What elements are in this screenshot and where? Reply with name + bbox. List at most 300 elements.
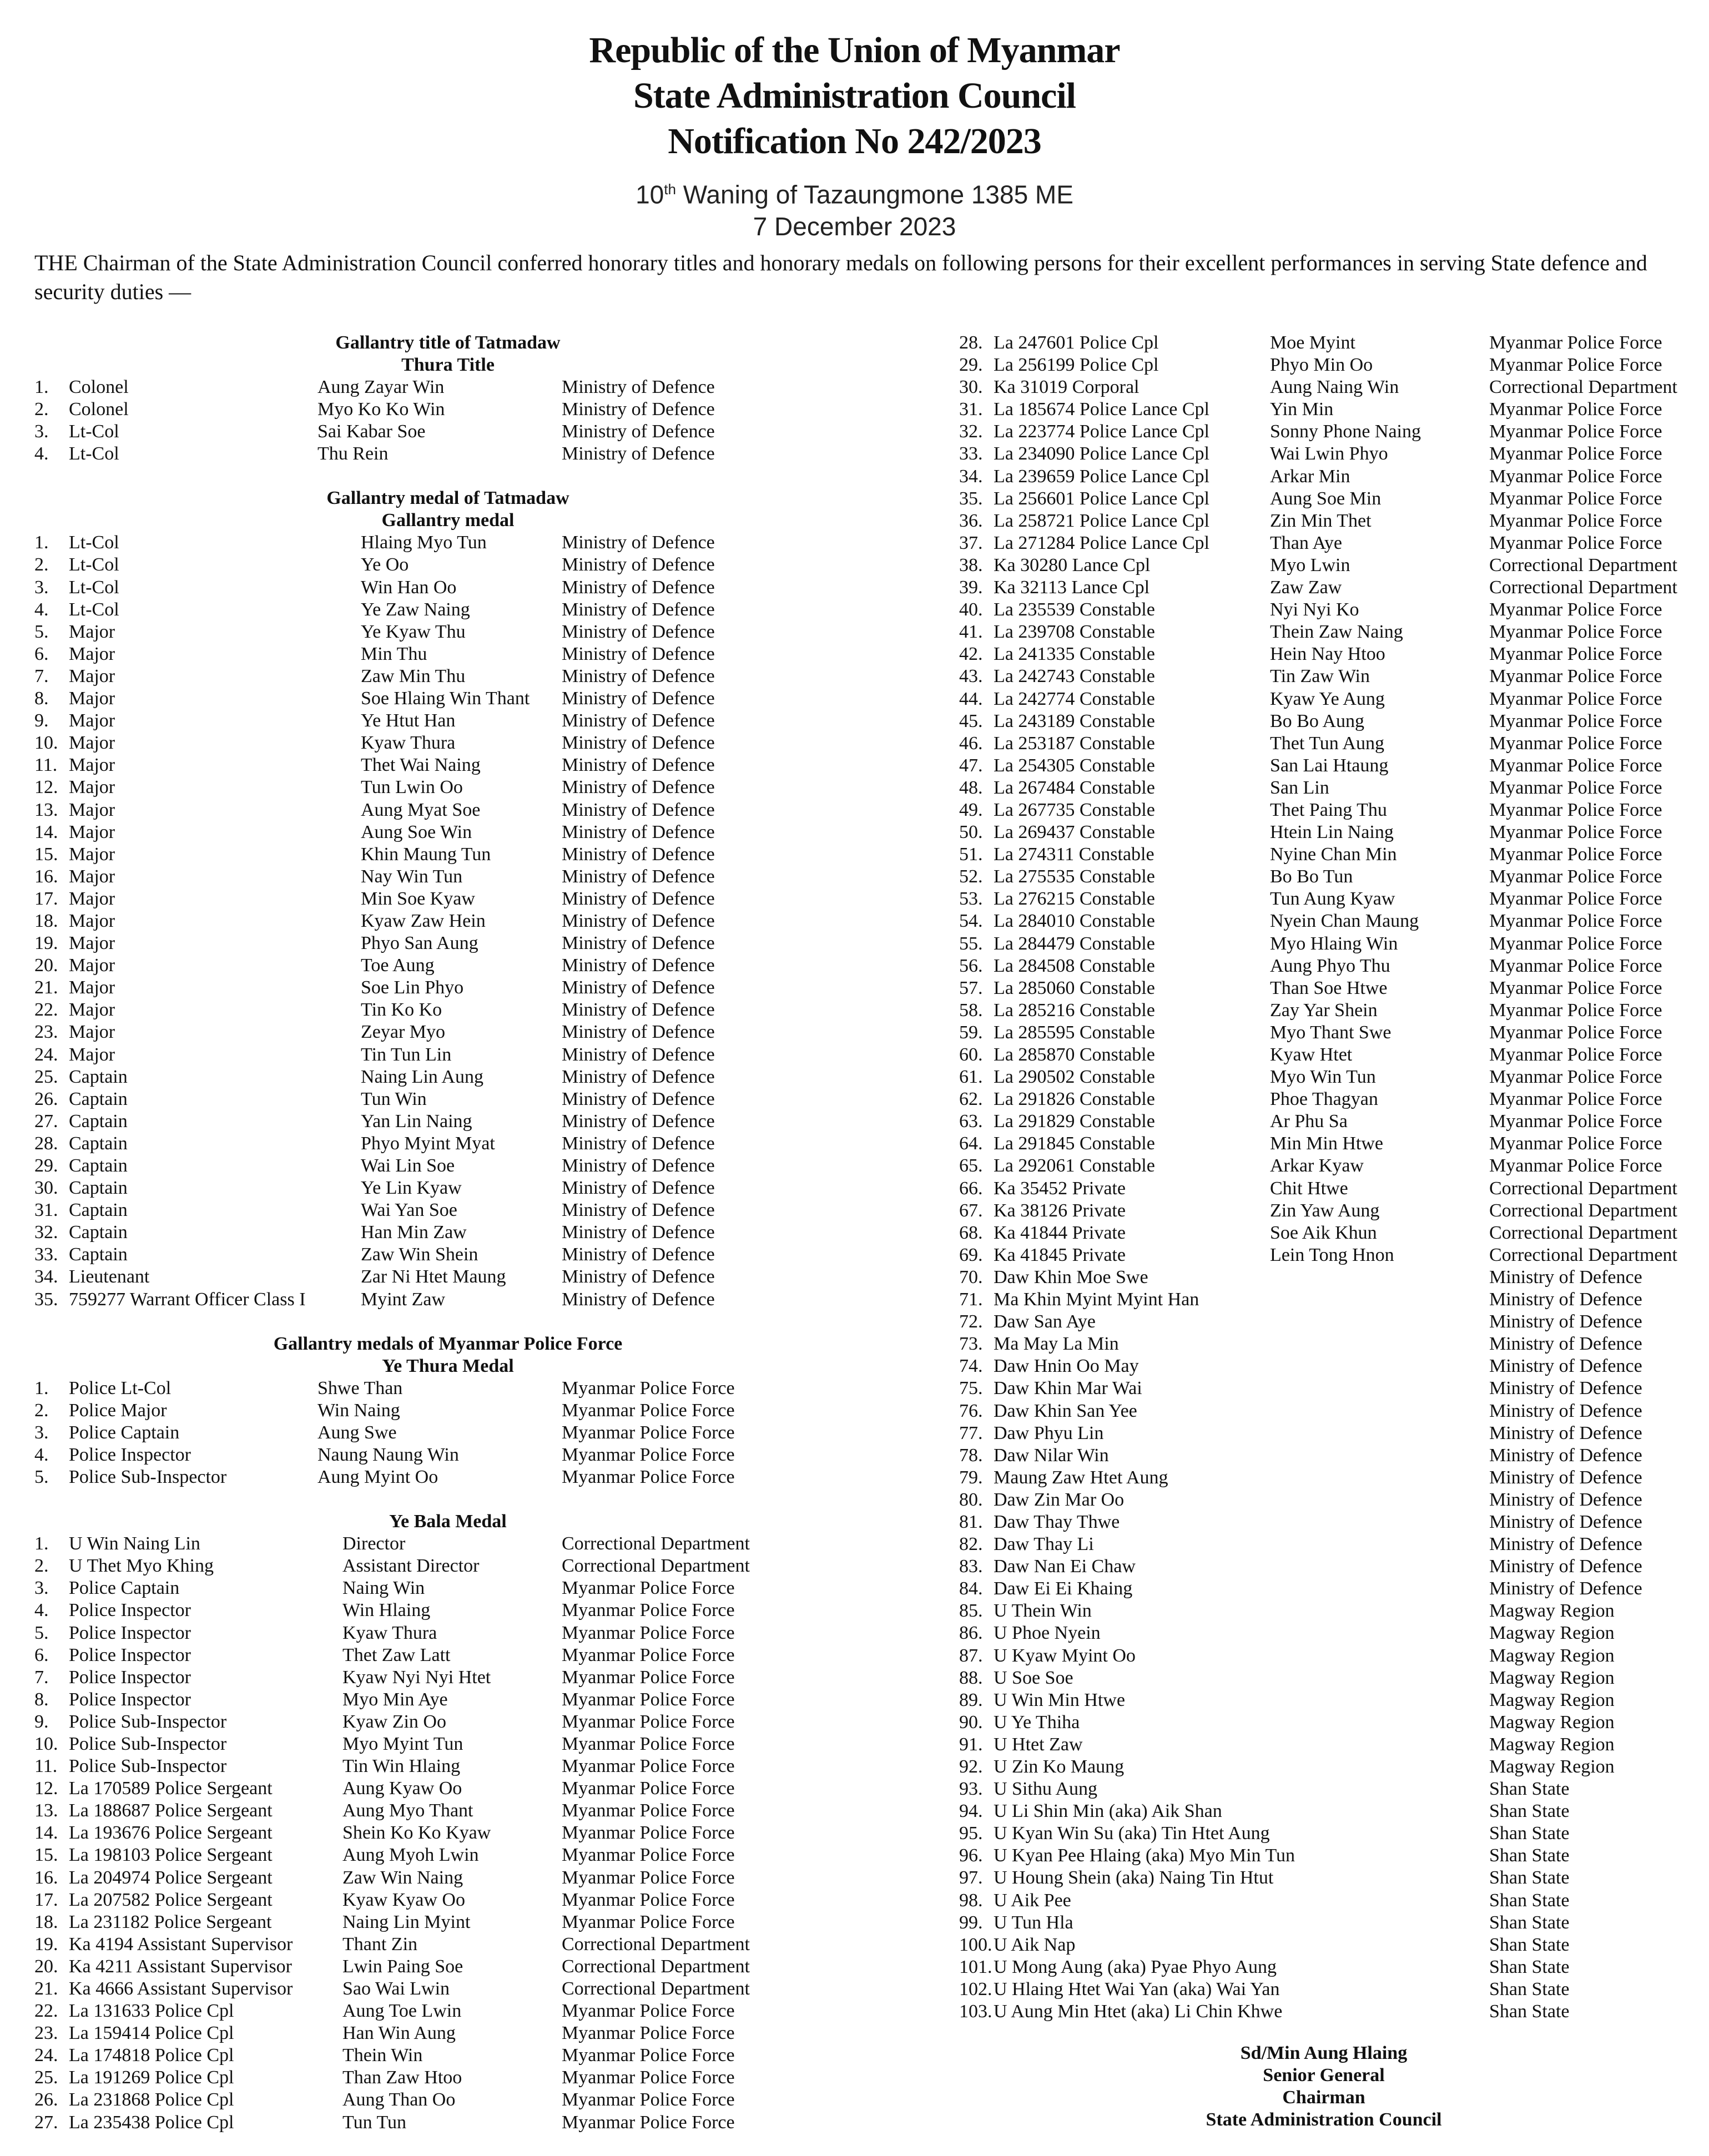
item-name: Naing Lin Aung xyxy=(361,1066,483,1087)
notification-number: Notification No 242/2023 xyxy=(668,121,1041,161)
item-department: Myanmar Police Force xyxy=(562,1711,735,1732)
item-name: Aung Myat Soe xyxy=(361,799,481,820)
item-department: Ministry of Defence xyxy=(1489,1311,1642,1332)
item-department: Ministry of Defence xyxy=(562,1133,715,1154)
item-rank: Lt-Col xyxy=(69,532,119,553)
item-number: 97. xyxy=(959,1867,983,1889)
item-number: 25. xyxy=(34,2067,58,2088)
item-number: 44. xyxy=(959,688,983,709)
list-item xyxy=(959,443,1681,465)
item-department: Ministry of Defence xyxy=(1489,1378,1642,1399)
item-department: Myanmar Police Force xyxy=(1489,799,1662,820)
item-department: Myanmar Police Force xyxy=(1489,688,1662,709)
date-day: 10 xyxy=(636,180,664,209)
item-name: Aung Soe Win xyxy=(361,821,472,842)
item-rank: Police Inspector xyxy=(69,1444,191,1465)
item-number: 13. xyxy=(34,799,58,820)
item-name: Zay Yar Shein xyxy=(1270,999,1378,1021)
item-department: Myanmar Police Force xyxy=(1489,532,1662,553)
item-number: 18. xyxy=(34,910,58,931)
list-item xyxy=(959,866,1681,888)
item-rank: Major xyxy=(69,1044,115,1065)
item-rank: Lt-Col xyxy=(69,421,119,442)
item-rank: Police Inspector xyxy=(69,1644,191,1665)
item-number: 33. xyxy=(34,1244,58,1265)
item-number: 1. xyxy=(34,1533,49,1554)
item-department: Myanmar Police Force xyxy=(1489,1067,1662,1088)
item-number: 28. xyxy=(34,1133,58,1154)
item-rank: Major xyxy=(69,866,115,887)
item-name: Myo Ko Ko Win xyxy=(317,399,445,420)
item-department: Myanmar Police Force xyxy=(1489,866,1662,887)
item-department: Ministry of Defence xyxy=(562,977,715,998)
item-number: 2. xyxy=(34,1556,49,1577)
item-name: Aung Soe Min xyxy=(1270,488,1382,509)
item-name: Aung Myoh Lwin xyxy=(342,1845,479,1866)
item-department: Myanmar Police Force xyxy=(562,2112,735,2133)
item-department: Myanmar Police Force xyxy=(1489,1089,1662,1110)
item-department: Myanmar Police Force xyxy=(1489,710,1662,731)
item-name: Soe Hlaing Win Thant xyxy=(361,688,530,709)
item-name: Han Min Zaw xyxy=(361,1222,467,1243)
list-item xyxy=(959,799,1681,821)
item-rank: Lt-Col xyxy=(69,443,119,464)
item-number: 18. xyxy=(34,1911,58,1932)
list-item xyxy=(34,1021,861,1043)
list-item xyxy=(34,1644,861,1667)
list-item xyxy=(959,999,1681,1022)
list-item xyxy=(959,1244,1681,1266)
item-name: Ye Lin Kyaw xyxy=(361,1178,462,1199)
item-department: Ministry of Defence xyxy=(1489,1400,1642,1421)
item-name: Zaw Win Naing xyxy=(342,1867,463,1888)
list-item xyxy=(959,1266,1681,1289)
item-rank: La 284010 Constable xyxy=(994,911,1155,932)
item-number: 28. xyxy=(959,332,983,353)
item-department: Correctional Department xyxy=(1489,554,1677,575)
item-rank: La 256199 Police Cpl xyxy=(994,355,1159,376)
item-rank: Captain xyxy=(69,1244,128,1265)
item-number: 17. xyxy=(34,888,58,909)
list-item xyxy=(34,2067,861,2089)
item-rank: Police Inspector xyxy=(69,1622,191,1643)
item-department: Correctional Department xyxy=(1489,1178,1677,1199)
item-name: Thant Zin xyxy=(342,1933,418,1955)
item-department: Ministry of Defence xyxy=(562,733,715,754)
item-rank: Daw Zin Mar Oo xyxy=(994,1489,1125,1510)
item-number: 1. xyxy=(34,377,49,397)
item-rank: Major xyxy=(69,821,115,842)
item-department: Ministry of Defence xyxy=(562,554,715,575)
item-name: Myo Min Aye xyxy=(342,1689,448,1710)
item-name: Sai Kabar Soe xyxy=(317,421,426,442)
item-department: Correctional Department xyxy=(562,1556,750,1577)
list-item xyxy=(959,1110,1681,1133)
section-heading: Ye Bala Medal xyxy=(389,1511,507,1532)
item-name: Myo Win Tun xyxy=(1270,1067,1376,1088)
list-item xyxy=(959,777,1681,799)
item-number: 56. xyxy=(959,955,983,976)
item-rank: U Li Shin Min (aka) Aik Shan xyxy=(994,1801,1222,1822)
item-number: 79. xyxy=(959,1467,983,1488)
item-name: Nyine Chan Min xyxy=(1270,844,1397,865)
item-rank: U Kyan Pee Hlaing (aka) Myo Min Tun xyxy=(994,1845,1295,1866)
item-number: 2. xyxy=(34,399,49,420)
item-department: Shan State xyxy=(1489,1801,1570,1822)
left-column xyxy=(34,332,861,2156)
item-department: Myanmar Police Force xyxy=(562,1911,735,1932)
item-number: 45. xyxy=(959,710,983,731)
item-number: 27. xyxy=(34,1110,58,1132)
item-name: Kyaw Thura xyxy=(361,733,456,754)
list-item xyxy=(34,844,861,866)
item-rank: La 239659 Police Lance Cpl xyxy=(994,466,1210,487)
item-number: 16. xyxy=(34,866,58,887)
item-department: Myanmar Police Force xyxy=(562,1667,735,1688)
item-number: 29. xyxy=(34,1155,58,1176)
item-name: Zaw Win Shein xyxy=(361,1244,478,1265)
item-number: 23. xyxy=(34,1022,58,1043)
item-name: Thet Zaw Latt xyxy=(342,1644,451,1665)
item-rank: La 285216 Constable xyxy=(994,999,1155,1021)
item-number: 76. xyxy=(959,1400,983,1421)
item-department: Ministry of Defence xyxy=(1489,1467,1642,1488)
item-rank: La 242774 Constable xyxy=(994,688,1155,709)
item-number: 52. xyxy=(959,866,983,887)
item-department: Ministry of Defence xyxy=(562,1066,715,1087)
item-name: Wai Yan Soe xyxy=(361,1200,457,1221)
list-item xyxy=(959,910,1681,932)
list-item xyxy=(959,1088,1681,1110)
item-department: Myanmar Police Force xyxy=(1489,888,1662,910)
list-item xyxy=(959,1467,1681,1489)
item-department: Ministry of Defence xyxy=(562,1022,715,1043)
item-department: Myanmar Police Force xyxy=(562,1822,735,1844)
item-department: Myanmar Police Force xyxy=(562,2089,735,2110)
list-item xyxy=(34,1778,861,1800)
item-number: 24. xyxy=(34,2045,58,2066)
item-department: Shan State xyxy=(1489,1867,1570,1889)
item-name: Myo Thant Swe xyxy=(1270,1022,1392,1043)
item-name: Tin Tun Lin xyxy=(361,1044,452,1065)
item-name: Khin Maung Tun xyxy=(361,844,491,865)
item-name: Aung Zayar Win xyxy=(317,377,445,397)
list-item xyxy=(34,1599,861,1622)
list-item xyxy=(34,1733,861,1755)
item-number: 87. xyxy=(959,1645,983,1666)
item-name: Phyo Myint Myat xyxy=(361,1133,495,1154)
item-number: 20. xyxy=(34,1956,58,1977)
item-department: Shan State xyxy=(1489,1934,1570,1955)
item-name: Naing Lin Myint xyxy=(342,1911,471,1932)
item-name: Lein Tong Hnon xyxy=(1270,1244,1394,1265)
item-rank: La 292061 Constable xyxy=(994,1155,1155,1177)
list-item xyxy=(34,732,861,754)
list-item xyxy=(959,1756,1681,1778)
signature-block xyxy=(1168,2042,1479,2131)
list-item xyxy=(959,1890,1681,1912)
item-name: Assistant Director xyxy=(342,1556,480,1577)
list-item xyxy=(34,1177,861,1199)
list-item xyxy=(34,398,861,421)
item-rank: Major xyxy=(69,688,115,709)
item-rank: Maung Zaw Htet Aung xyxy=(994,1467,1168,1488)
item-department: Ministry of Defence xyxy=(562,755,715,776)
item-rank: La 285595 Constable xyxy=(994,1022,1155,1043)
item-department: Magway Region xyxy=(1489,1734,1615,1755)
item-rank: La 231868 Police Cpl xyxy=(69,2089,234,2110)
item-name: Kyaw Ye Aung xyxy=(1270,688,1385,709)
item-department: Shan State xyxy=(1489,1978,1570,2000)
item-rank: Major xyxy=(69,643,115,664)
list-item xyxy=(34,1199,861,1221)
item-rank: 759277 Warrant Officer Class I xyxy=(69,1289,306,1310)
list-item xyxy=(34,888,861,910)
item-number: 10. xyxy=(34,1733,58,1754)
item-department: Ministry of Defence xyxy=(562,777,715,798)
item-name: Yan Lin Naing xyxy=(361,1110,472,1132)
item-name: Min Soe Kyaw xyxy=(361,888,475,909)
award-section xyxy=(34,487,861,1310)
item-rank: La 284508 Constable xyxy=(994,955,1155,976)
item-department: Correctional Department xyxy=(562,1978,750,1999)
list-item xyxy=(34,1533,861,1555)
item-number: 73. xyxy=(959,1334,983,1355)
item-department: Myanmar Police Force xyxy=(1489,599,1662,620)
list-item xyxy=(959,1333,1681,1355)
list-item xyxy=(959,421,1681,443)
section-heading: Gallantry medal xyxy=(381,510,515,531)
item-rank: Major xyxy=(69,1022,115,1043)
item-department: Ministry of Defence xyxy=(1489,1489,1642,1510)
item-rank: La 269437 Constable xyxy=(994,822,1155,843)
item-department: Myanmar Police Force xyxy=(1489,355,1662,376)
award-section xyxy=(34,1333,861,1488)
item-rank: U Soe Soe xyxy=(994,1667,1073,1688)
item-department: Myanmar Police Force xyxy=(1489,488,1662,509)
list-item xyxy=(34,1066,861,1088)
item-number: 5. xyxy=(34,1467,49,1488)
item-rank: Police Inspector xyxy=(69,1689,191,1710)
item-number: 15. xyxy=(34,1845,58,1866)
item-name: Than Aye xyxy=(1270,532,1343,553)
item-number: 21. xyxy=(34,1978,58,1999)
list-item xyxy=(959,665,1681,688)
signature-organization: State Administration Council xyxy=(1206,2109,1442,2130)
item-rank: Ka 31019 Corporal xyxy=(994,377,1140,398)
item-name: Lwin Paing Soe xyxy=(342,1956,463,1977)
item-department: Ministry of Defence xyxy=(562,665,715,686)
item-name: Wai Lin Soe xyxy=(361,1155,455,1176)
item-name: Myo Myint Tun xyxy=(342,1733,463,1754)
item-rank: La 242743 Constable xyxy=(994,666,1155,687)
list-item xyxy=(959,599,1681,621)
item-department: Shan State xyxy=(1489,1845,1570,1866)
item-rank: La 267484 Constable xyxy=(994,777,1155,798)
item-number: 92. xyxy=(959,1756,983,1777)
item-number: 81. xyxy=(959,1511,983,1532)
item-rank: Ka 38126 Private xyxy=(994,1200,1126,1221)
item-department: Ministry of Defence xyxy=(562,1178,715,1199)
item-number: 30. xyxy=(959,377,983,398)
item-number: 8. xyxy=(34,688,49,709)
item-number: 20. xyxy=(34,955,58,976)
list-item xyxy=(959,1822,1681,1845)
item-rank: Captain xyxy=(69,1088,128,1109)
list-item xyxy=(959,1178,1681,1200)
title-line: State Administration Council xyxy=(633,75,1076,116)
item-number: 26. xyxy=(34,2089,58,2110)
myanmar-date xyxy=(0,173,1709,210)
item-number: 14. xyxy=(34,1822,58,1844)
item-number: 26. xyxy=(34,1088,58,1109)
item-number: 43. xyxy=(959,666,983,687)
item-department: Myanmar Police Force xyxy=(562,2023,735,2044)
item-number: 30. xyxy=(34,1178,58,1199)
item-department: Myanmar Police Force xyxy=(562,2045,735,2066)
item-rank: La 271284 Police Lance Cpl xyxy=(994,532,1210,553)
signature-title: Chairman xyxy=(1282,2087,1365,2108)
item-rank: Colonel xyxy=(69,377,129,397)
item-rank: Ka 4211 Assistant Supervisor xyxy=(69,1956,293,1977)
item-department: Myanmar Police Force xyxy=(1489,421,1662,442)
item-number: 34. xyxy=(959,466,983,487)
item-department: Shan State xyxy=(1489,1956,1570,1977)
item-name: Zin Yaw Aung xyxy=(1270,1200,1380,1221)
item-rank: Police Captain xyxy=(69,1422,180,1443)
item-department: Myanmar Police Force xyxy=(562,1756,735,1777)
item-rank: La 290502 Constable xyxy=(994,1067,1155,1088)
item-number: 88. xyxy=(959,1667,983,1688)
item-department: Ministry of Defence xyxy=(562,1110,715,1132)
item-name: Director xyxy=(342,1533,406,1554)
item-name: San Lai Htaung xyxy=(1270,755,1389,776)
item-rank: La 275535 Constable xyxy=(994,866,1155,887)
item-name: Aung Toe Lwin xyxy=(342,2001,462,2022)
signature-name: Sd/Min Aung Hlaing xyxy=(1240,2043,1408,2063)
item-rank: U Zin Ko Maung xyxy=(994,1756,1125,1777)
list-item xyxy=(34,1221,861,1244)
item-name: Phoe Thagyan xyxy=(1270,1089,1378,1110)
list-item xyxy=(34,821,861,844)
list-item xyxy=(34,955,861,977)
item-department: Myanmar Police Force xyxy=(562,1733,735,1754)
item-department: Shan State xyxy=(1489,1890,1570,1911)
item-department: Ministry of Defence xyxy=(562,688,715,709)
list-item xyxy=(959,1489,1681,1511)
list-item xyxy=(959,1578,1681,1600)
item-department: Ministry of Defence xyxy=(562,443,715,464)
list-item xyxy=(34,1978,861,2000)
item-name: Than Zaw Htoo xyxy=(342,2067,462,2088)
item-number: 103. xyxy=(959,2001,992,2022)
item-department: Myanmar Police Force xyxy=(1489,399,1662,420)
item-number: 23. xyxy=(34,2023,58,2044)
item-rank: Captain xyxy=(69,1222,128,1243)
item-department: Myanmar Police Force xyxy=(1489,443,1662,464)
item-department: Ministry of Defence xyxy=(562,421,715,442)
item-number: 3. xyxy=(34,421,49,442)
item-name: Aung Kyaw Oo xyxy=(342,1778,462,1799)
item-department: Myanmar Police Force xyxy=(1489,777,1662,798)
item-department: Correctional Department xyxy=(1489,1244,1677,1265)
list-item xyxy=(34,710,861,732)
item-department: Myanmar Police Force xyxy=(562,1444,735,1465)
item-rank: Major xyxy=(69,888,115,909)
list-item xyxy=(34,1289,861,1311)
item-rank: La 284479 Constable xyxy=(994,933,1155,954)
list-item xyxy=(34,577,861,599)
list-item xyxy=(34,1800,861,1822)
list-item xyxy=(959,376,1681,398)
item-name: Shein Ko Ko Kyaw xyxy=(342,1822,491,1844)
item-name: Toe Aung xyxy=(361,955,435,976)
item-number: 64. xyxy=(959,1133,983,1154)
item-name: Chit Htwe xyxy=(1270,1178,1348,1199)
list-item xyxy=(34,1755,861,1778)
item-rank: Major xyxy=(69,621,115,642)
item-department: Myanmar Police Force xyxy=(562,1622,735,1643)
item-number: 96. xyxy=(959,1845,983,1866)
item-number: 66. xyxy=(959,1178,983,1199)
item-department: Myanmar Police Force xyxy=(562,1467,735,1488)
list-item xyxy=(34,776,861,799)
item-name: Tun Win xyxy=(361,1088,427,1109)
list-item xyxy=(959,1533,1681,1556)
item-department: Ministry of Defence xyxy=(1489,1289,1642,1310)
item-name: Sonny Phone Naing xyxy=(1270,421,1421,442)
item-rank: Daw Hnin Oo May xyxy=(994,1356,1139,1377)
list-item xyxy=(34,421,861,443)
item-number: 39. xyxy=(959,577,983,598)
item-department: Ministry of Defence xyxy=(1489,1534,1642,1555)
item-department: Ministry of Defence xyxy=(1489,1511,1642,1532)
item-number: 32. xyxy=(959,421,983,442)
item-rank: U Kyaw Myint Oo xyxy=(994,1645,1136,1666)
item-number: 21. xyxy=(34,977,58,998)
item-department: Ministry of Defence xyxy=(562,1289,715,1310)
item-number: 83. xyxy=(959,1556,983,1577)
item-department: Myanmar Police Force xyxy=(562,1377,735,1398)
item-number: 77. xyxy=(959,1422,983,1443)
item-department: Myanmar Police Force xyxy=(1489,755,1662,776)
item-name: Arkar Min xyxy=(1270,466,1350,487)
list-item xyxy=(34,977,861,999)
list-item xyxy=(959,488,1681,510)
item-name: Zeyar Myo xyxy=(361,1022,446,1043)
list-item xyxy=(34,2000,861,2022)
item-rank: Major xyxy=(69,844,115,865)
list-item xyxy=(34,2022,861,2044)
list-item xyxy=(959,1377,1681,1400)
item-rank: Major xyxy=(69,977,115,998)
item-number: 11. xyxy=(34,755,58,776)
item-number: 49. xyxy=(959,799,983,820)
list-item xyxy=(34,866,861,888)
item-number: 4. xyxy=(34,443,49,464)
item-name: Htein Lin Naing xyxy=(1270,822,1394,843)
item-department: Shan State xyxy=(1489,1779,1570,1800)
list-item xyxy=(959,688,1681,710)
list-item xyxy=(959,1044,1681,1066)
list-item xyxy=(34,799,861,821)
item-department: Correctional Department xyxy=(562,1933,750,1955)
item-rank: Ma Khin Myint Myint Han xyxy=(994,1289,1199,1310)
item-rank: La 207582 Police Sergeant xyxy=(69,1889,273,1910)
item-rank: Police Major xyxy=(69,1400,167,1421)
item-number: 7. xyxy=(34,1667,49,1688)
item-department: Shan State xyxy=(1489,2001,1570,2022)
